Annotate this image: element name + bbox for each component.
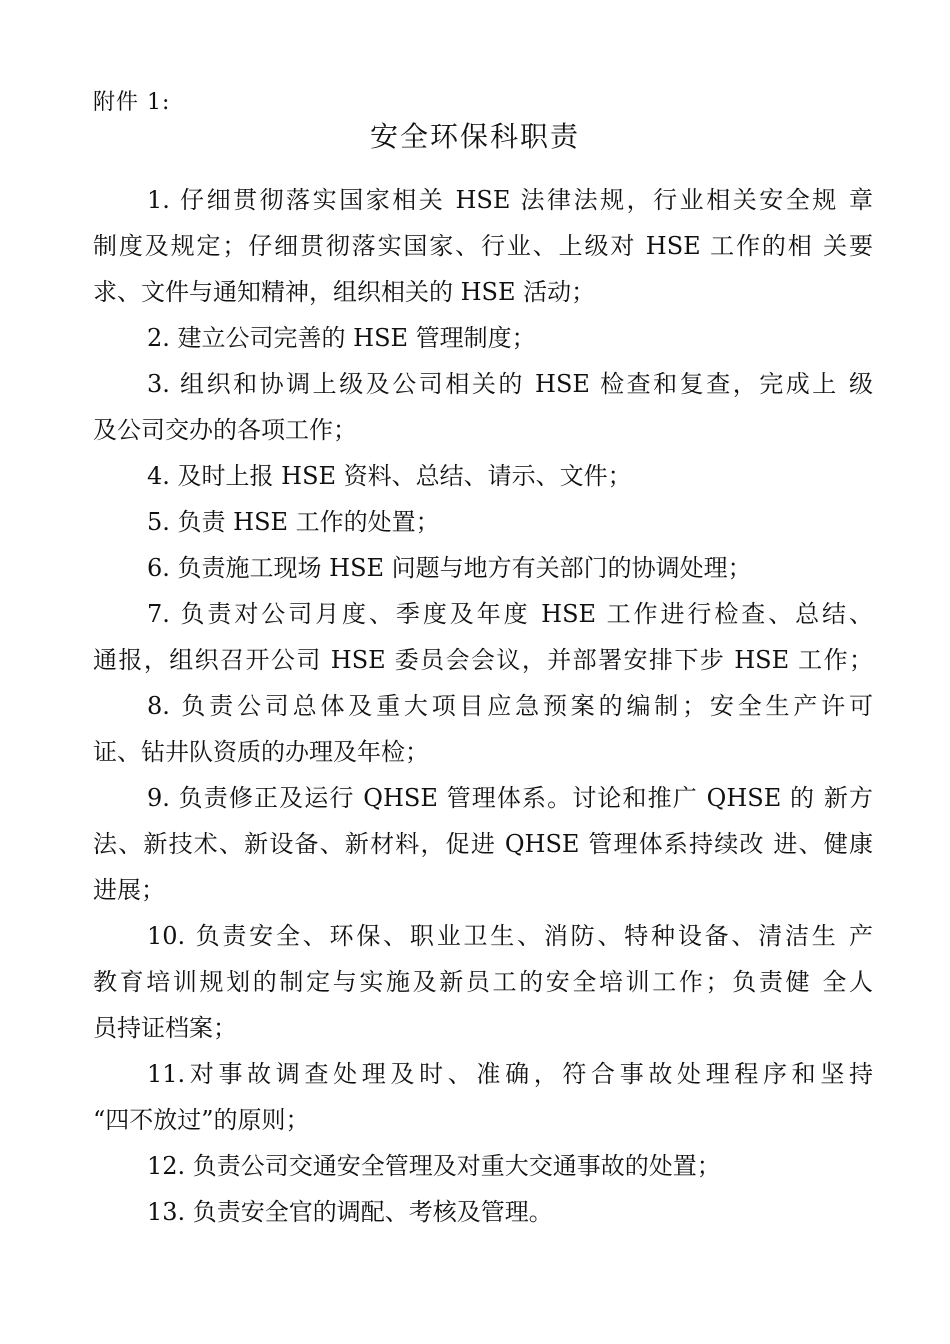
text-line: 9. 负责修正及运行 QHSE 管理体系。讨论和推广 QHSE 的 新方 [147,784,873,812]
text-line: 13. 负责安全官的调配、考核及管理。 [147,1198,553,1226]
text-line: 进展； [93,876,165,904]
text-line: 2. 建立公司完善的 HSE 管理制度； [147,324,536,352]
text-line: 教育培训规划的制定与实施及新员工的安全培训工作；负责健 全人 [93,968,873,996]
text-line: 通报，组织召开公司 HSE 委员会会议，并部署安排下步 HSE 工作； [93,646,873,674]
text-line: 5. 负责 HSE 工作的处置； [147,508,440,536]
text-line: 求、文件与通知精神，组织相关的 HSE 活动； [93,278,596,306]
text-line: 1. 仔细贯彻落实国家相关 HSE 法律法规，行业相关安全规 章 [147,186,873,214]
text-line: 10. 负责安全、环保、职业卫生、消防、特种设备、清洁生 产 [147,922,873,950]
text-line: 6. 负责施工现场 HSE 问题与地方有关部门的协调处理； [147,554,752,582]
text-line: 证、钻井队资质的办理及年检； [93,738,429,766]
text-line: “四不放过”的原则； [93,1106,310,1134]
text-line: 12. 负责公司交通安全管理及对重大交通事故的处置； [147,1152,721,1180]
text-line: 7. 负责对公司月度、季度及年度 HSE 工作进行检查、总结、 [147,600,873,628]
text-line: 员持证档案； [93,1014,237,1042]
text-line: 制度及规定；仔细贯彻落实国家、行业、上级对 HSE 工作的相 关要 [93,232,873,260]
attachment-label: 附件 1: [93,90,171,115]
duties-body [93,177,873,1235]
text-line: 8. 负责公司总体及重大项目应急预案的编制；安全生产许可 [147,692,873,720]
text-line: 4. 及时上报 HSE 资料、总结、请示、文件； [147,462,632,490]
text-line: 11.对事故调查处理及时、准确，符合事故处理程序和坚持 [147,1060,873,1088]
text-line: 及公司交办的各项工作； [93,416,357,444]
page-title: 安全环保科职责 [369,120,580,153]
text-line: 法、新技术、新设备、新材料，促进 QHSE 管理体系持续改 进、健康 [93,830,873,858]
text-line: 3. 组织和协调上级及公司相关的 HSE 检查和复查，完成上 级 [147,370,873,398]
